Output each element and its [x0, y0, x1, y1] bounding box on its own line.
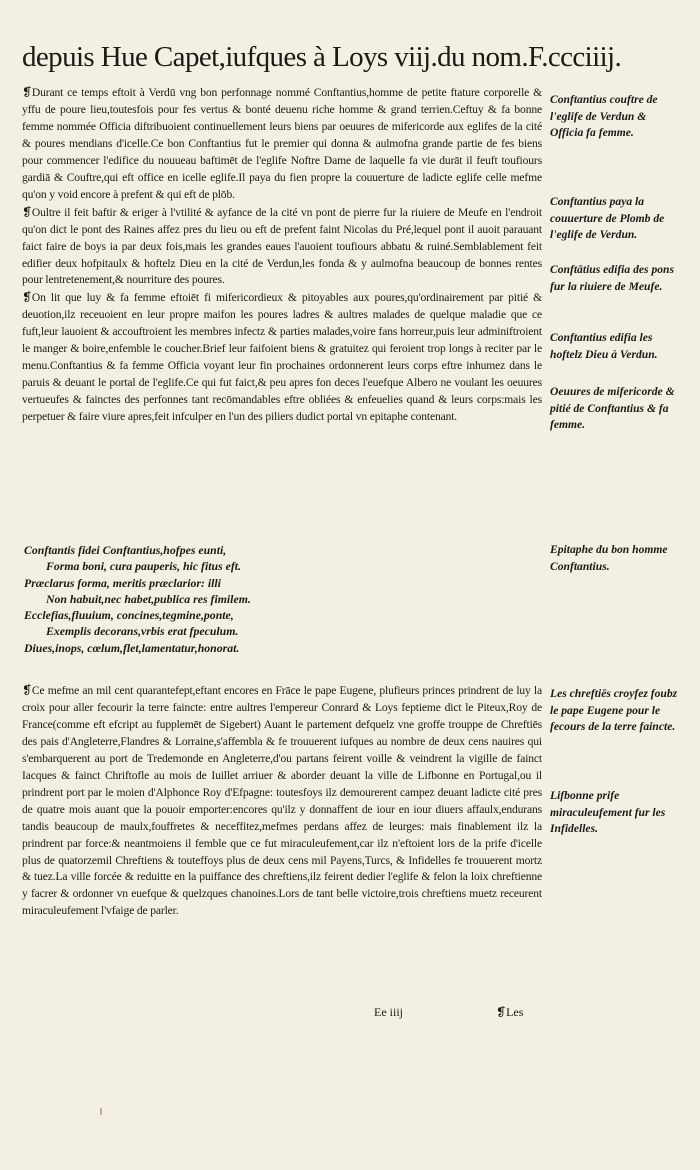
epitaph-line: Conftantis fidei Conftantius,hofpes eunti, — [24, 543, 227, 557]
pilcrow-icon: ❡ — [22, 204, 32, 219]
margin-note: Epitaphe du bon homme Conftantius. — [550, 543, 668, 573]
paragraph-constantius-intro — [22, 84, 542, 204]
margin-note: Oeuures de mifericorde & pitié de Conftantius & fa femme. — [550, 385, 675, 431]
margin-note: Lifbonne prife miraculeufement fur les Infidelles. — [550, 789, 666, 835]
epitaph-line: Ecclefias,fluuium, concines,tegmine,ponte, — [24, 608, 234, 623]
epitaph-line: Forma boni, cura pauperis, hic fitus eft. — [46, 559, 241, 574]
running-header — [22, 40, 682, 74]
main-text-column-bottom — [22, 682, 542, 920]
catchword — [496, 1005, 523, 1020]
epitaph-line: Præclarus forma, meritis præclarior: illi — [24, 575, 221, 590]
epitaph-line: Non habuit,nec habet,publica res fimilem. — [46, 591, 251, 606]
margin-note: Les chreftiēs croyfez foubz le pape Eugene pour le fecours de la terre faincte. — [550, 687, 678, 733]
paragraph-crusade-lisbon — [22, 682, 542, 920]
margin-note: Conftantius edifia les hoftelz Dieu à Verdun. — [550, 331, 658, 361]
pilcrow-icon: ❡ — [22, 683, 32, 697]
pilcrow-icon: ❡ — [22, 290, 32, 305]
paragraph-text: Durant ce temps eftoit à Verdū vng bon perfonnage nommé Conftantius,homme de petite ftature corporelle & yffu de poure lieu,toutesfois pour fes vertus & bonté deuenu riche homme & grand terrien.Ceftuy & fa bonne femme nommée Officia diftribuoient continuellement leurs biens par oeuures de mifericorde aux eglifes de la cité & poures mendians d'icelle.Ce bon Conftantius fut le premier qui donna & aulmofna grande partie de fes biens pour commencer l'edifice du nouueau baftimēt de l'eglife Noftre Dame de laquelle fa vie durāt il feuft toufiours gardiā & Couftre,qui eft office en icelle eglife.Il paya du fien propre la couuerture de ladicte eglife celle mefme qu'on y void encore à prefent & qui eft de plōb. — [22, 86, 542, 201]
catchword-text: Les — [506, 1005, 524, 1019]
paragraph-text: On lit que luy & fa femme eftoiēt fi mifericordieux & pitoyables aux poures,qu'ordinairement par pitié & deuotion,ilz receuoient en leur propre maifon les poures ladres & aultres malades de quelque maladie que ce fuft,leur lauoient & accouftroient les membres infectz & parties malades,voire fans horreur,puis leur adminiftroient le manger & boire,enfemble le coucher.Brief leur faifoient biens & gratuitez qui feroient trop longs à reciter par le menu.Conftantius & fa femme Officia voyant leur fin prochaines ordonnerent leurs corps eftre inhumez dans le paruis & deuant le portal de l'eglife.Ce qui fut faict,& peu apres fon deces l'euefque Albero ne voulant les oeuures vertueufes & fainctes des perfonnes tant recōmandables eftre obliées & enfeuelies quand & leurs corps:mais les perpetuer & faire viure apres,feit infculper en l'un des piliers dudict portal vn epitaphe contenant. — [22, 291, 542, 424]
pilcrow-icon: ❡ — [22, 85, 32, 99]
paragraph-text: Oultre il feit baftir & eriger à l'vtilité & ayfance de la cité vn pont de pierre fur la riuiere de Meufe en l'endroit qu'on dict le pont des Raines affez pres du lieu ou eft de prefent faint Nicolas du Pré,lequel pont il auoit parauant faict faire de boys ia par deux fois,mais les grandes eaues l'auoient toufiours abbatu & ruiné.Semblablement feit edifier deux hofpitaulx & hoftelz Dieu en la cité de Verdun,les fonda & y aulmofna beaucoup de bonnes rentes pour lentretenement,& nourriture des poures. — [22, 205, 542, 287]
paper-speck — [100, 1108, 102, 1115]
epitaph-line: Diues,inops, cœlum,flet,lamentatur,honorat. — [24, 640, 240, 655]
main-text-column-top — [22, 84, 542, 426]
epitaph-verse — [24, 542, 524, 656]
running-header-text: depuis Hue Capet,iufques à Loys viij.du nom.F.ccciiij. — [22, 41, 622, 73]
margin-note: Conftātius edifia des pons fur la riuiere de Meufe. — [550, 263, 675, 293]
paragraph-text: Ce mefme an mil cent quarantefept,eftant encores en Frāce le pape Eugene, plufieurs princes prindrent de luy la croix pour aller fecourir la terre faincte: entre aultres l'empereur Conrard & Loys feptieme dict le Piteux,Roy de France(comme eft efcript au fupplemēt de Sigebert) Auant le partement defquelz vne groffe trouppe de Chreftiēs des pais d'Angleterre,Flandres & Lorraine,s'affembla & fe trouuerent iufques au nombre de deux cens nauires qui s'embarquerent au port de Tredemonde en Angleterre,d'ou partans feirent voille & veindrent la vigille de fainct Iacques & fainct Chriftofle au mois de Iuillet arriuer & aborder deuant la ville de Lifbonne en Portugal,ou il prindrent port par le moien d'Alphonce Roy d'Efpagne: toutesfoys ilz demourerent campez deuant ladicte cité pres de quatre mois auant que la pouoir emporter:encores qu'ilz y donnaffent de iour en iour diuers affaulx,endurans tandis beaucoup de maulx,fouffretes & neceffitez,mefmes perdans affez de leurges: mais finablement ilz la prindrent par force:& neantmoiens il femble que ce fut miraculeufement,car ilz n'eftoient lors de la prife d'icelle plus de quatorzemil Chreftiens & touteffoys plus de deux cens mil Payens,Turcs, & Infidelles fe trouuerent mortz & tuez.La ville forcée & reduitte en la puiffance des chreftiens,ilz feirent dedier l'eglife & felon la loix chreftienne y facrer & ordonner vn euefque & quelzques chanoines.Lors de tant belle victoire,trois chreftiens muetz receurent miraculeufement l'vfaige de parler. — [22, 684, 542, 918]
pilcrow-icon: ❡ — [496, 1005, 507, 1019]
signature-mark: Ee iiij — [374, 1005, 403, 1019]
margin-note: Conftantius paya la couuerture de Plomb de l'eglife de Verdun. — [550, 195, 665, 241]
epitaph-line: Exemplis decorans,vrbis erat fpeculum. — [46, 624, 239, 639]
paragraph-charity — [22, 289, 542, 426]
paragraph-bridge — [22, 204, 542, 290]
margin-note: Conftantius couftre de l'eglife de Verdun & Officia fa femme. — [550, 93, 658, 139]
